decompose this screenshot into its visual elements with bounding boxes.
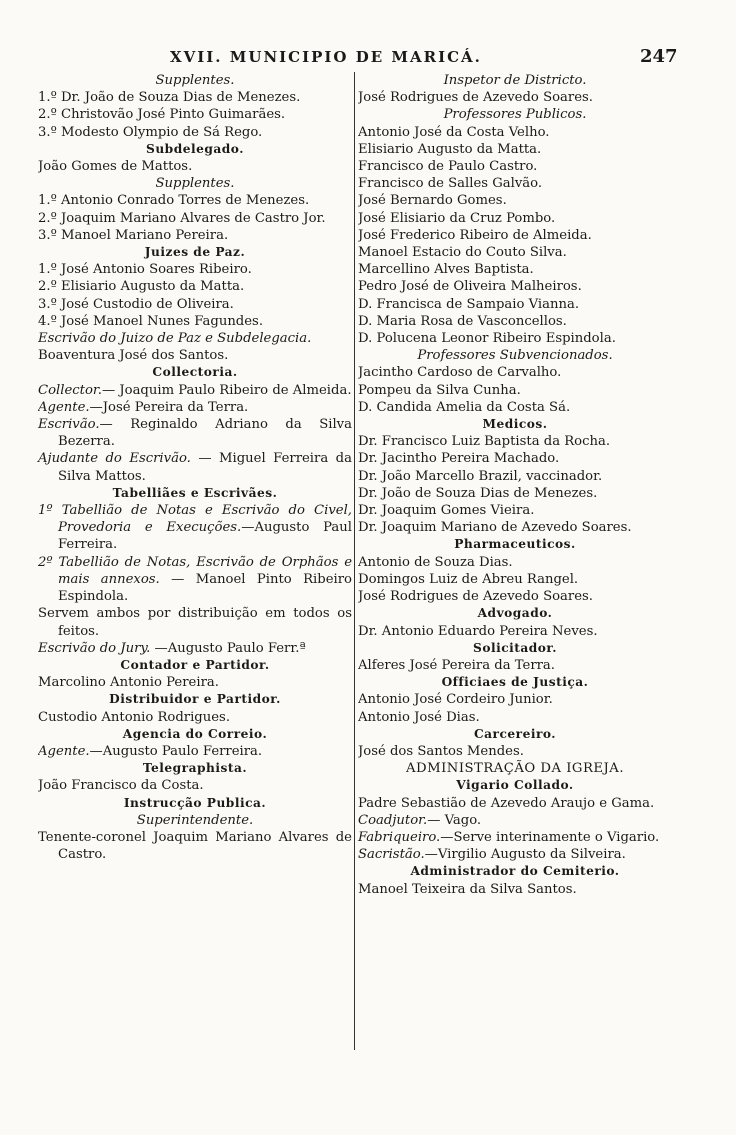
list-item: Manoel Teixeira da Silva Santos.: [358, 881, 577, 897]
list-item: Marcellino Alves Baptista.: [358, 262, 534, 278]
role-label: Ajudante do Escrivão.: [38, 451, 191, 467]
section-heading: Collectoria.: [152, 365, 238, 380]
section-heading: Professores Publicos.: [443, 107, 587, 123]
role-name: Joaquim Paulo Ribeiro de Almeida.: [119, 382, 352, 398]
list-item: Antonio José Cordeiro Junior.: [358, 692, 553, 708]
section-heading: Carcereiro.: [473, 726, 557, 741]
list-item: João Francisco da Costa.: [38, 778, 204, 794]
list-item: D. Polucena Leonor Ribeiro Espindola.: [358, 331, 616, 347]
section-heading: ADMINISTRAÇÃO DA IGREJA.: [405, 761, 625, 777]
list-item: [38, 382, 352, 399]
section-heading: Subdelegado.: [146, 141, 244, 156]
list-item: Francisco de Salles Galvão.: [358, 176, 543, 192]
list-item: José Elisiario da Cruz Pombo.: [358, 210, 556, 226]
role-label: Collector.—: [38, 382, 116, 398]
list-item: José dos Santos Mendes.: [358, 743, 524, 759]
list-item: Pompeu da Silva Cunha.: [358, 382, 521, 398]
right-column: [358, 72, 672, 898]
section-heading: Supplentes.: [155, 176, 235, 192]
list-item: Custodio Antonio Rodrigues.: [38, 709, 231, 725]
list-item: [38, 554, 352, 606]
section-heading: Pharmaceuticos.: [454, 537, 576, 552]
list-item: [358, 829, 672, 846]
section-heading: Juizes de Paz.: [144, 245, 246, 260]
list-item: João Gomes de Mattos.: [38, 159, 193, 175]
role-label: 1º Tabellião de Notas e Escrivão do Civel, Provedoria e Execuções.—: [38, 503, 352, 536]
section-heading: Tabelliães e Escrivães.: [112, 485, 278, 500]
role-name: — Manoel Pinto Ribeiro Espindola.: [58, 571, 352, 605]
section-heading: Instrucção Publica.: [123, 795, 267, 810]
section-heading: Vigario Collado.: [456, 778, 574, 793]
list-item: Pedro José de Oliveira Malheiros.: [358, 279, 582, 295]
role-name: José Pereira da Terra.: [102, 399, 249, 415]
list-item: Marcolino Antonio Pereira.: [38, 675, 219, 691]
section-heading: Inspetor de Districto.: [443, 73, 587, 88]
section-heading: Contador e Partidor.: [120, 657, 270, 672]
list-item: [358, 812, 672, 829]
list-item: Padre Sebastião de Azevedo Araujo e Gama.: [358, 795, 655, 811]
list-item: [38, 399, 352, 416]
column-divider: [354, 72, 355, 1050]
list-item: José Bernardo Gomes.: [358, 193, 507, 209]
list-item: José Frederico Ribeiro de Almeida.: [358, 227, 592, 243]
section-heading: Officiaes de Justiça.: [441, 675, 589, 690]
list-item: 1.º Antonio Conrado Torres de Menezes.: [38, 193, 310, 209]
section-heading: Agencia do Correio.: [122, 726, 268, 741]
list-item: Manoel Estacio do Couto Silva.: [358, 245, 567, 261]
list-item: [38, 640, 352, 657]
list-item: Antonio José da Costa Velho.: [358, 124, 550, 140]
section-heading: Solicitador.: [473, 640, 557, 655]
list-item: José Rodrigues de Azevedo Soares.: [358, 589, 593, 605]
section-heading: Professores Subvencionados.: [417, 348, 613, 364]
list-item: Dr. Joaquim Gomes Vieira.: [358, 503, 535, 519]
list-item: 3.º Manoel Mariano Pereira.: [38, 227, 229, 243]
role-label: Sacristão.—: [358, 847, 438, 863]
list-item: 3.º Modesto Olympio de Sá Rego.: [38, 124, 263, 140]
list-item: Tenente-coronel Joaquim Mariano Alvares de Castro.: [38, 829, 352, 863]
role-label: Fabriqueiro.—: [358, 829, 454, 845]
left-column: [38, 72, 352, 863]
list-item: D. Francisca de Sampaio Vianna.: [358, 296, 580, 312]
list-item: Dr. João Marcello Brazil, vaccinador.: [358, 468, 603, 484]
section-heading: Escrivão do Juizo de Paz e Subdelegacia.: [38, 331, 312, 347]
list-item: Dr. Francisco Luiz Baptista da Rocha.: [358, 434, 611, 450]
role-label: Agente.—: [38, 743, 103, 759]
section-heading: Distribuidor e Partidor.: [109, 692, 281, 707]
role-name: Virgilio Augusto da Silveira.: [437, 847, 626, 863]
role-name: Augusto Paulo Ferreira.: [102, 743, 263, 759]
role-name: Serve interinamente o Vigario.: [453, 829, 660, 845]
list-item: Servem ambos por distribuição em todos os feitos.: [38, 606, 352, 639]
list-item: [38, 450, 352, 484]
section-heading: Superintendente.: [136, 812, 254, 828]
list-item: 4.º José Manoel Nunes Fagundes.: [38, 313, 264, 329]
section-heading: Administrador do Cemiterio.: [410, 864, 620, 879]
list-item: 2.º Elisiario Augusto da Matta.: [38, 279, 245, 295]
section-heading: Advogado.: [477, 606, 553, 621]
list-item: [38, 743, 352, 760]
list-item: 1.º José Antonio Soares Ribeiro.: [38, 262, 252, 278]
list-item: Domingos Luiz de Abreu Rangel.: [358, 571, 579, 587]
role-label: Coadjutor.—: [358, 812, 441, 828]
list-item: Dr. João de Souza Dias de Menezes.: [358, 485, 598, 501]
role-label: Agente.—: [38, 399, 103, 415]
list-item: [358, 846, 672, 863]
list-item: Alferes José Pereira da Terra.: [358, 657, 555, 673]
list-item: D. Candida Amelia da Costa Sá.: [358, 399, 571, 415]
list-item: Dr. Antonio Eduardo Pereira Neves.: [358, 623, 598, 639]
list-item: [38, 502, 352, 554]
list-item: D. Maria Rosa de Vasconcellos.: [358, 313, 567, 329]
list-item: Antonio José Dias.: [358, 709, 480, 725]
role-label: Escrivão do Jury.: [38, 640, 151, 656]
list-item: Antonio de Souza Dias.: [358, 554, 513, 570]
list-item: Jacintho Cardoso de Carvalho.: [358, 365, 562, 381]
page-number: 247: [640, 46, 678, 67]
list-item: Dr. Joaquim Mariano de Azevedo Soares.: [358, 520, 632, 536]
section-heading: Medicos.: [482, 417, 548, 432]
section-heading: Telegraphista.: [142, 761, 248, 776]
page-header-title: XVII. MUNICIPIO DE MARICÁ.: [170, 48, 482, 66]
list-item: Boaventura José dos Santos.: [38, 348, 229, 364]
role-name: Reginaldo Adriano da Silva Bezerra.: [58, 417, 352, 450]
list-item: 2.º Joaquim Mariano Alvares de Castro Jor.: [38, 210, 326, 226]
role-label: 2º Tabellião de Notas, Escrivão de Orphãos e mais annexos.: [38, 554, 352, 587]
list-item: 3.º José Custodio de Oliveira.: [38, 296, 234, 312]
list-item: Dr. Jacintho Pereira Machado.: [358, 451, 560, 467]
role-name: — Miguel Ferreira da Silva Mattos.: [58, 451, 352, 484]
role-label: Escrivão.—: [38, 417, 113, 433]
list-item: José Rodrigues de Azevedo Soares.: [358, 90, 593, 106]
list-item: 2.º Christovão José Pinto Guimarães.: [38, 107, 286, 123]
list-item: [38, 416, 352, 450]
role-name: Augusto Paul Ferreira.: [58, 520, 352, 553]
section-heading: Supplentes.: [155, 73, 235, 88]
list-item: 1.º Dr. João de Souza Dias de Menezes.: [38, 90, 301, 106]
list-item: Francisco de Paulo Castro.: [358, 159, 538, 175]
list-item: Elisiario Augusto da Matta.: [358, 141, 542, 157]
role-name: —Augusto Paulo Ferr.ª: [154, 640, 306, 656]
role-name: Vago.: [444, 812, 482, 828]
